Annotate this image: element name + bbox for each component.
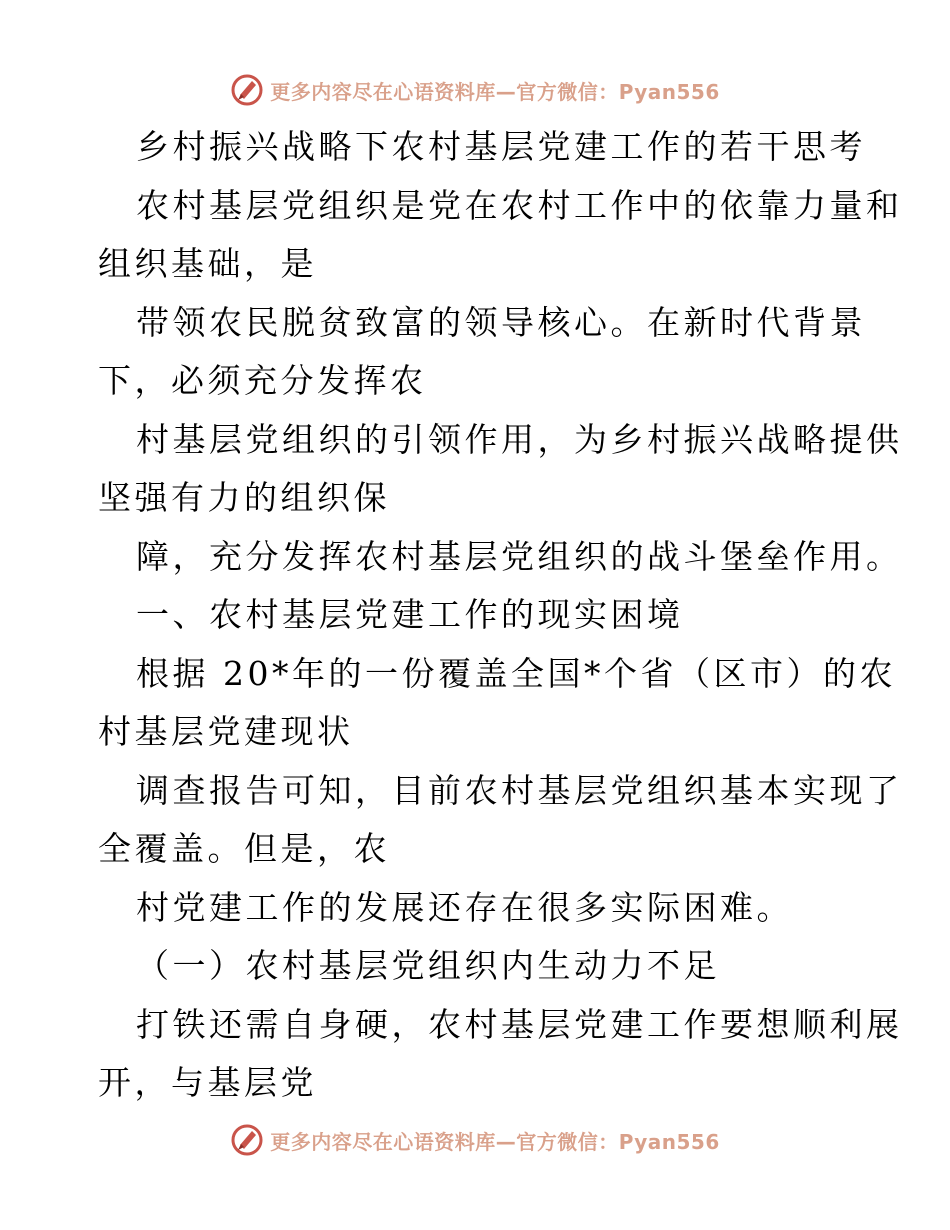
paragraph-line: 调查报告可知，目前农村基层党组织基本实现了	[136, 770, 903, 810]
paragraph-line: 农村基层党组织是党在农村工作中的依靠力量和	[136, 185, 903, 225]
header-banner-text: 更多内容尽在心语资料库—官方微信：Pyan556	[270, 79, 720, 104]
paragraph-line: 全覆盖。但是，农	[98, 829, 390, 868]
paragraph-line: 坚强有力的组织保	[98, 478, 390, 517]
paragraph-line: 障，充分发挥农村基层党组织的战斗堡垒作用。	[136, 536, 903, 576]
paragraph-line: 打铁还需自身硬，农村基层党建工作要想顺利展	[136, 1004, 903, 1044]
paragraph-line: 开，与基层党	[98, 1063, 317, 1102]
subsection-heading: （一）农村基层党组织内生动力不足	[136, 946, 720, 985]
footer-banner-text: 更多内容尽在心语资料库—官方微信：Pyan556	[270, 1129, 720, 1154]
library-logo-icon	[230, 1123, 264, 1157]
header-banner	[0, 70, 950, 110]
document-title: 乡村振兴战略下农村基层党建工作的若干思考	[136, 127, 866, 166]
footer-banner	[0, 1120, 950, 1160]
section-heading: 一、农村基层党建工作的现实困境	[136, 595, 684, 634]
paragraph-line: 下，必须充分发挥农	[98, 361, 427, 400]
document-body	[98, 118, 903, 1113]
paragraph-line: 村基层党组织的引领作用，为乡村振兴战略提供	[136, 419, 903, 459]
paragraph-line: 村基层党建现状	[98, 712, 354, 751]
paragraph-line: 村党建工作的发展还存在很多实际困难。	[136, 887, 793, 927]
paragraph-line: 根据 20*年的一份覆盖全国*个省（区市）的农	[136, 653, 896, 693]
library-logo-icon	[230, 73, 264, 107]
paragraph-line: 组织基础，是	[98, 244, 317, 283]
paragraph-line: 带领农民脱贫致富的领导核心。在新时代背景	[136, 302, 866, 342]
